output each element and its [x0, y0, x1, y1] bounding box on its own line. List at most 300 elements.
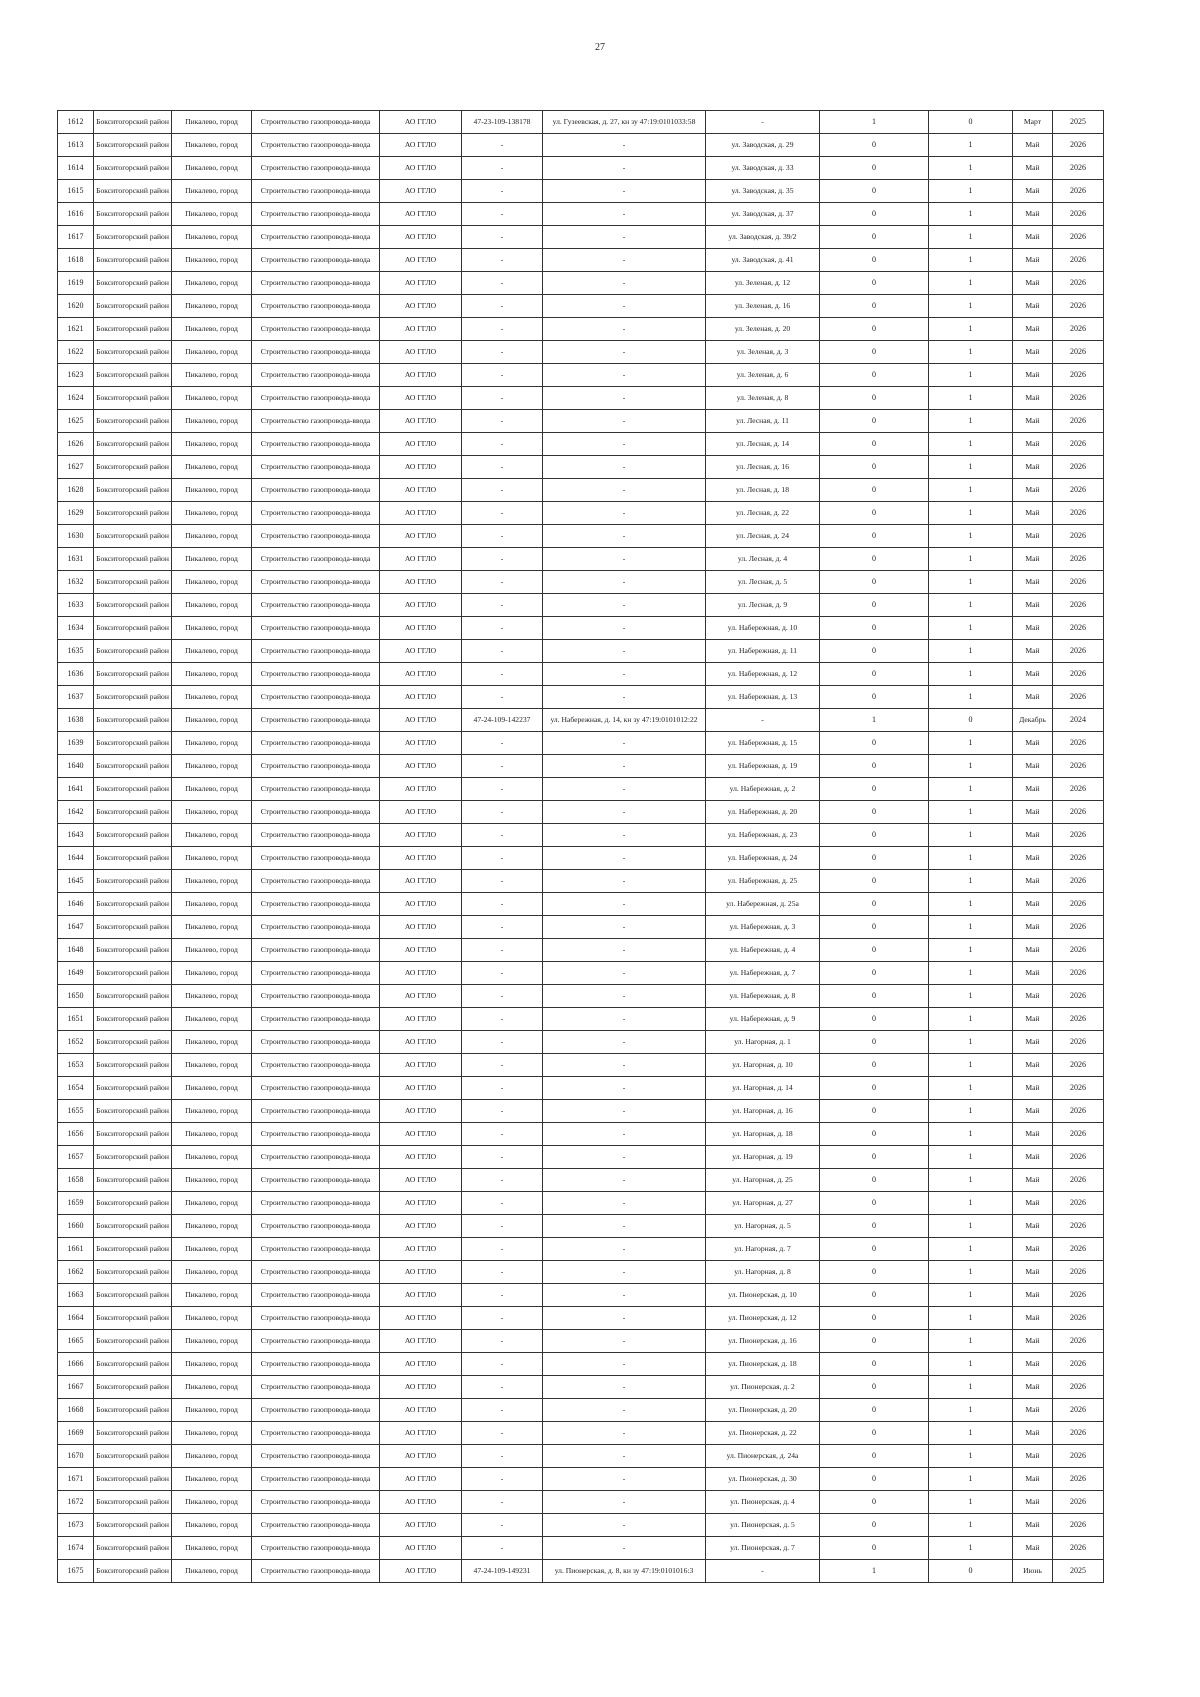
district-cell: Бокситогорский район	[94, 525, 172, 548]
organization-cell: АО ГГЛО	[380, 893, 462, 916]
work-type-cell: Строительство газопровода-ввода	[252, 1560, 380, 1583]
row-number-cell: 1647	[58, 916, 94, 939]
organization-cell: АО ГГЛО	[380, 1445, 462, 1468]
work-type-cell: Строительство газопровода-ввода	[252, 732, 380, 755]
row-number-cell: 1635	[58, 640, 94, 663]
count-a-cell: 0	[820, 203, 929, 226]
land-plot-cell: -	[543, 1284, 706, 1307]
row-number-cell: 1615	[58, 180, 94, 203]
organization-cell: АО ГГЛО	[380, 571, 462, 594]
year-cell: 2026	[1053, 157, 1104, 180]
table-row	[58, 111, 1104, 134]
settlement-cell: Пикалево, город	[172, 249, 252, 272]
work-type-cell: Строительство газопровода-ввода	[252, 962, 380, 985]
month-cell: Май	[1013, 985, 1053, 1008]
count-b-cell: 1	[929, 1054, 1013, 1077]
month-cell: Май	[1013, 594, 1053, 617]
count-a-cell: 0	[820, 272, 929, 295]
land-plot-cell: -	[543, 1422, 706, 1445]
district-cell: Бокситогорский район	[94, 1054, 172, 1077]
organization-cell: АО ГГЛО	[380, 1123, 462, 1146]
count-b-cell: 1	[929, 502, 1013, 525]
organization-cell: АО ГГЛО	[380, 1169, 462, 1192]
settlement-cell: Пикалево, город	[172, 1560, 252, 1583]
address-cell: ул. Лесная, д. 24	[706, 525, 820, 548]
count-a-cell: 0	[820, 1169, 929, 1192]
organization-cell: АО ГГЛО	[380, 1215, 462, 1238]
month-cell: Май	[1013, 1123, 1053, 1146]
table-row	[58, 985, 1104, 1008]
district-cell: Бокситогорский район	[94, 686, 172, 709]
work-type-cell: Строительство газопровода-ввода	[252, 1100, 380, 1123]
month-cell: Май	[1013, 1445, 1053, 1468]
year-cell: 2026	[1053, 686, 1104, 709]
year-cell: 2026	[1053, 755, 1104, 778]
work-type-cell: Строительство газопровода-ввода	[252, 1514, 380, 1537]
work-type-cell: Строительство газопровода-ввода	[252, 893, 380, 916]
table-row	[58, 1100, 1104, 1123]
year-cell: 2026	[1053, 893, 1104, 916]
land-plot-cell: -	[543, 1238, 706, 1261]
row-number-cell: 1643	[58, 824, 94, 847]
address-cell: ул. Лесная, д. 22	[706, 502, 820, 525]
month-cell: Май	[1013, 1146, 1053, 1169]
month-cell: Май	[1013, 1514, 1053, 1537]
permit-number-cell: -	[462, 755, 543, 778]
count-b-cell: 1	[929, 525, 1013, 548]
permit-number-cell: -	[462, 1399, 543, 1422]
settlement-cell: Пикалево, город	[172, 1330, 252, 1353]
row-number-cell: 1667	[58, 1376, 94, 1399]
work-type-cell: Строительство газопровода-ввода	[252, 364, 380, 387]
row-number-cell: 1621	[58, 318, 94, 341]
work-type-cell: Строительство газопровода-ввода	[252, 571, 380, 594]
address-cell: ул. Зеленая, д. 16	[706, 295, 820, 318]
permit-number-cell: -	[462, 410, 543, 433]
work-type-cell: Строительство газопровода-ввода	[252, 778, 380, 801]
work-type-cell: Строительство газопровода-ввода	[252, 916, 380, 939]
district-cell: Бокситогорский район	[94, 1169, 172, 1192]
permit-number-cell: -	[462, 1031, 543, 1054]
district-cell: Бокситогорский район	[94, 755, 172, 778]
organization-cell: АО ГГЛО	[380, 801, 462, 824]
month-cell: Май	[1013, 318, 1053, 341]
organization-cell: АО ГГЛО	[380, 387, 462, 410]
count-a-cell: 0	[820, 1054, 929, 1077]
settlement-cell: Пикалево, город	[172, 1284, 252, 1307]
land-plot-cell: -	[543, 548, 706, 571]
district-cell: Бокситогорский район	[94, 778, 172, 801]
settlement-cell: Пикалево, город	[172, 1514, 252, 1537]
land-plot-cell: -	[543, 295, 706, 318]
district-cell: Бокситогорский район	[94, 594, 172, 617]
table-row	[58, 1330, 1104, 1353]
row-number-cell: 1627	[58, 456, 94, 479]
count-b-cell: 1	[929, 295, 1013, 318]
district-cell: Бокситогорский район	[94, 939, 172, 962]
row-number-cell: 1652	[58, 1031, 94, 1054]
work-type-cell: Строительство газопровода-ввода	[252, 801, 380, 824]
work-type-cell: Строительство газопровода-ввода	[252, 548, 380, 571]
count-a-cell: 0	[820, 387, 929, 410]
count-a-cell: 0	[820, 364, 929, 387]
address-cell: ул. Нагорная, д. 7	[706, 1238, 820, 1261]
count-b-cell: 1	[929, 479, 1013, 502]
count-a-cell: 0	[820, 1422, 929, 1445]
count-b-cell: 1	[929, 1031, 1013, 1054]
month-cell: Май	[1013, 778, 1053, 801]
address-cell: ул. Пионерская, д. 22	[706, 1422, 820, 1445]
table-row	[58, 1468, 1104, 1491]
row-number-cell: 1641	[58, 778, 94, 801]
work-type-cell: Строительство газопровода-ввода	[252, 847, 380, 870]
settlement-cell: Пикалево, город	[172, 594, 252, 617]
count-b-cell: 1	[929, 1123, 1013, 1146]
count-a-cell: 0	[820, 916, 929, 939]
address-cell: ул. Пионерская, д. 16	[706, 1330, 820, 1353]
row-number-cell: 1626	[58, 433, 94, 456]
land-plot-cell: -	[543, 479, 706, 502]
row-number-cell: 1649	[58, 962, 94, 985]
count-b-cell: 1	[929, 1422, 1013, 1445]
district-cell: Бокситогорский район	[94, 502, 172, 525]
month-cell: Май	[1013, 203, 1053, 226]
land-plot-cell: -	[543, 663, 706, 686]
table-row	[58, 341, 1104, 364]
settlement-cell: Пикалево, город	[172, 709, 252, 732]
count-b-cell: 1	[929, 1261, 1013, 1284]
table-row	[58, 318, 1104, 341]
work-type-cell: Строительство газопровода-ввода	[252, 1537, 380, 1560]
row-number-cell: 1612	[58, 111, 94, 134]
month-cell: Май	[1013, 640, 1053, 663]
table-row	[58, 571, 1104, 594]
address-cell: ул. Заводская, д. 33	[706, 157, 820, 180]
count-b-cell: 1	[929, 1146, 1013, 1169]
month-cell: Май	[1013, 157, 1053, 180]
organization-cell: АО ГГЛО	[380, 203, 462, 226]
organization-cell: АО ГГЛО	[380, 226, 462, 249]
page-number: 27	[595, 42, 605, 53]
table-row	[58, 1192, 1104, 1215]
count-a-cell: 0	[820, 180, 929, 203]
count-a-cell: 0	[820, 778, 929, 801]
work-type-cell: Строительство газопровода-ввода	[252, 502, 380, 525]
land-plot-cell: -	[543, 410, 706, 433]
table-row	[58, 732, 1104, 755]
table-row	[58, 686, 1104, 709]
settlement-cell: Пикалево, город	[172, 893, 252, 916]
work-type-cell: Строительство газопровода-ввода	[252, 939, 380, 962]
land-plot-cell: -	[543, 1445, 706, 1468]
table-row	[58, 525, 1104, 548]
organization-cell: АО ГГЛО	[380, 1422, 462, 1445]
district-cell: Бокситогорский район	[94, 364, 172, 387]
permit-number-cell: -	[462, 1215, 543, 1238]
permit-number-cell: -	[462, 1077, 543, 1100]
year-cell: 2026	[1053, 410, 1104, 433]
row-number-cell: 1658	[58, 1169, 94, 1192]
district-cell: Бокситогорский район	[94, 157, 172, 180]
settlement-cell: Пикалево, город	[172, 1077, 252, 1100]
settlement-cell: Пикалево, город	[172, 778, 252, 801]
address-cell: ул. Нагорная, д. 8	[706, 1261, 820, 1284]
row-number-cell: 1650	[58, 985, 94, 1008]
settlement-cell: Пикалево, город	[172, 801, 252, 824]
permit-number-cell: -	[462, 1008, 543, 1031]
address-cell: ул. Набережная, д. 8	[706, 985, 820, 1008]
work-type-cell: Строительство газопровода-ввода	[252, 1353, 380, 1376]
count-b-cell: 1	[929, 226, 1013, 249]
organization-cell: АО ГГЛО	[380, 1399, 462, 1422]
permit-number-cell: -	[462, 364, 543, 387]
work-type-cell: Строительство газопровода-ввода	[252, 249, 380, 272]
table-row	[58, 594, 1104, 617]
permit-number-cell: -	[462, 962, 543, 985]
year-cell: 2026	[1053, 1123, 1104, 1146]
year-cell: 2026	[1053, 433, 1104, 456]
land-plot-cell: -	[543, 755, 706, 778]
count-b-cell: 1	[929, 686, 1013, 709]
count-b-cell: 1	[929, 1491, 1013, 1514]
row-number-cell: 1613	[58, 134, 94, 157]
table-row	[58, 778, 1104, 801]
count-b-cell: 1	[929, 1169, 1013, 1192]
row-number-cell: 1618	[58, 249, 94, 272]
count-a-cell: 0	[820, 249, 929, 272]
permit-number-cell: -	[462, 1376, 543, 1399]
permit-number-cell: -	[462, 295, 543, 318]
organization-cell: АО ГГЛО	[380, 1238, 462, 1261]
district-cell: Бокситогорский район	[94, 1307, 172, 1330]
count-b-cell: 1	[929, 985, 1013, 1008]
organization-cell: АО ГГЛО	[380, 1307, 462, 1330]
year-cell: 2026	[1053, 456, 1104, 479]
organization-cell: АО ГГЛО	[380, 1284, 462, 1307]
month-cell: Май	[1013, 801, 1053, 824]
table-row	[58, 1537, 1104, 1560]
year-cell: 2026	[1053, 203, 1104, 226]
permit-number-cell: -	[462, 1514, 543, 1537]
row-number-cell: 1639	[58, 732, 94, 755]
work-type-cell: Строительство газопровода-ввода	[252, 157, 380, 180]
count-a-cell: 0	[820, 502, 929, 525]
address-cell: ул. Пионерская, д. 7	[706, 1537, 820, 1560]
land-plot-cell: -	[543, 456, 706, 479]
organization-cell: АО ГГЛО	[380, 640, 462, 663]
settlement-cell: Пикалево, город	[172, 1468, 252, 1491]
table-row	[58, 1146, 1104, 1169]
month-cell: Май	[1013, 1399, 1053, 1422]
organization-cell: АО ГГЛО	[380, 456, 462, 479]
count-a-cell: 0	[820, 1238, 929, 1261]
land-plot-cell: -	[543, 157, 706, 180]
land-plot-cell: -	[543, 1146, 706, 1169]
district-cell: Бокситогорский район	[94, 1399, 172, 1422]
address-cell: ул. Пионерская, д. 2	[706, 1376, 820, 1399]
permit-number-cell: -	[462, 939, 543, 962]
row-number-cell: 1651	[58, 1008, 94, 1031]
month-cell: Май	[1013, 479, 1053, 502]
address-cell: ул. Нагорная, д. 16	[706, 1100, 820, 1123]
count-b-cell: 1	[929, 1215, 1013, 1238]
count-a-cell: 0	[820, 1261, 929, 1284]
district-cell: Бокситогорский район	[94, 916, 172, 939]
count-a-cell: 0	[820, 571, 929, 594]
permit-number-cell: -	[462, 134, 543, 157]
land-plot-cell: ул. Набережная, д. 14, кн зу 47:19:0101012:22	[543, 709, 706, 732]
work-type-cell: Строительство газопровода-ввода	[252, 134, 380, 157]
row-number-cell: 1637	[58, 686, 94, 709]
year-cell: 2026	[1053, 502, 1104, 525]
address-cell: ул. Набережная, д. 23	[706, 824, 820, 847]
organization-cell: АО ГГЛО	[380, 249, 462, 272]
organization-cell: АО ГГЛО	[380, 916, 462, 939]
month-cell: Май	[1013, 249, 1053, 272]
row-number-cell: 1665	[58, 1330, 94, 1353]
organization-cell: АО ГГЛО	[380, 962, 462, 985]
month-cell: Май	[1013, 755, 1053, 778]
row-number-cell: 1671	[58, 1468, 94, 1491]
count-b-cell: 0	[929, 111, 1013, 134]
table-row	[58, 180, 1104, 203]
month-cell: Май	[1013, 1353, 1053, 1376]
settlement-cell: Пикалево, город	[172, 1008, 252, 1031]
count-b-cell: 1	[929, 1307, 1013, 1330]
permit-number-cell: -	[462, 686, 543, 709]
table-row	[58, 1399, 1104, 1422]
organization-cell: АО ГГЛО	[380, 824, 462, 847]
count-b-cell: 1	[929, 341, 1013, 364]
settlement-cell: Пикалево, город	[172, 1146, 252, 1169]
district-cell: Бокситогорский район	[94, 203, 172, 226]
permit-number-cell: -	[462, 847, 543, 870]
table-row	[58, 893, 1104, 916]
land-plot-cell: -	[543, 318, 706, 341]
organization-cell: АО ГГЛО	[380, 939, 462, 962]
row-number-cell: 1623	[58, 364, 94, 387]
table-row	[58, 617, 1104, 640]
table-row	[58, 249, 1104, 272]
settlement-cell: Пикалево, город	[172, 824, 252, 847]
table-row	[58, 1169, 1104, 1192]
count-b-cell: 1	[929, 916, 1013, 939]
table-row	[58, 364, 1104, 387]
district-cell: Бокситогорский район	[94, 318, 172, 341]
count-b-cell: 1	[929, 1008, 1013, 1031]
address-cell: ул. Пионерская, д. 4	[706, 1491, 820, 1514]
settlement-cell: Пикалево, город	[172, 1100, 252, 1123]
settlement-cell: Пикалево, город	[172, 962, 252, 985]
month-cell: Май	[1013, 893, 1053, 916]
count-a-cell: 0	[820, 1307, 929, 1330]
address-cell: ул. Набережная, д. 2	[706, 778, 820, 801]
permit-number-cell: -	[462, 1468, 543, 1491]
year-cell: 2026	[1053, 479, 1104, 502]
organization-cell: АО ГГЛО	[380, 180, 462, 203]
row-number-cell: 1630	[58, 525, 94, 548]
count-b-cell: 1	[929, 180, 1013, 203]
work-type-cell: Строительство газопровода-ввода	[252, 1261, 380, 1284]
month-cell: Май	[1013, 617, 1053, 640]
table-row	[58, 479, 1104, 502]
land-plot-cell: -	[543, 847, 706, 870]
work-type-cell: Строительство газопровода-ввода	[252, 640, 380, 663]
district-cell: Бокситогорский район	[94, 985, 172, 1008]
count-b-cell: 1	[929, 617, 1013, 640]
month-cell: Май	[1013, 502, 1053, 525]
land-plot-cell: -	[543, 870, 706, 893]
district-cell: Бокситогорский район	[94, 962, 172, 985]
count-a-cell: 0	[820, 157, 929, 180]
land-plot-cell: -	[543, 1399, 706, 1422]
count-b-cell: 0	[929, 1560, 1013, 1583]
land-plot-cell: -	[543, 939, 706, 962]
row-number-cell: 1629	[58, 502, 94, 525]
count-a-cell: 1	[820, 709, 929, 732]
row-number-cell: 1631	[58, 548, 94, 571]
count-a-cell: 0	[820, 479, 929, 502]
address-cell: ул. Лесная, д. 5	[706, 571, 820, 594]
count-a-cell: 0	[820, 824, 929, 847]
table-row	[58, 226, 1104, 249]
year-cell: 2026	[1053, 594, 1104, 617]
row-number-cell: 1646	[58, 893, 94, 916]
row-number-cell: 1662	[58, 1261, 94, 1284]
district-cell: Бокситогорский район	[94, 1215, 172, 1238]
permit-number-cell: -	[462, 778, 543, 801]
land-plot-cell: -	[543, 1330, 706, 1353]
year-cell: 2026	[1053, 1491, 1104, 1514]
land-plot-cell: -	[543, 203, 706, 226]
count-b-cell: 1	[929, 640, 1013, 663]
organization-cell: АО ГГЛО	[380, 341, 462, 364]
address-cell: ул. Набережная, д. 13	[706, 686, 820, 709]
address-cell: ул. Набережная, д. 3	[706, 916, 820, 939]
permit-number-cell: -	[462, 1537, 543, 1560]
work-type-cell: Строительство газопровода-ввода	[252, 985, 380, 1008]
permit-number-cell: 47-24-109-142237	[462, 709, 543, 732]
year-cell: 2026	[1053, 571, 1104, 594]
work-type-cell: Строительство газопровода-ввода	[252, 525, 380, 548]
work-type-cell: Строительство газопровода-ввода	[252, 180, 380, 203]
count-a-cell: 0	[820, 1491, 929, 1514]
count-b-cell: 1	[929, 203, 1013, 226]
month-cell: Май	[1013, 433, 1053, 456]
count-b-cell: 1	[929, 456, 1013, 479]
work-type-cell: Строительство газопровода-ввода	[252, 617, 380, 640]
table-row	[58, 847, 1104, 870]
year-cell: 2026	[1053, 778, 1104, 801]
count-a-cell: 0	[820, 1468, 929, 1491]
count-a-cell: 0	[820, 1215, 929, 1238]
address-cell: ул. Нагорная, д. 25	[706, 1169, 820, 1192]
month-cell: Май	[1013, 387, 1053, 410]
settlement-cell: Пикалево, город	[172, 571, 252, 594]
row-number-cell: 1638	[58, 709, 94, 732]
month-cell: Май	[1013, 272, 1053, 295]
address-cell: ул. Нагорная, д. 14	[706, 1077, 820, 1100]
year-cell: 2026	[1053, 1008, 1104, 1031]
work-type-cell: Строительство газопровода-ввода	[252, 1307, 380, 1330]
permit-number-cell: -	[462, 525, 543, 548]
land-plot-cell: -	[543, 594, 706, 617]
month-cell: Май	[1013, 1468, 1053, 1491]
organization-cell: АО ГГЛО	[380, 1468, 462, 1491]
work-type-cell: Строительство газопровода-ввода	[252, 1491, 380, 1514]
settlement-cell: Пикалево, город	[172, 157, 252, 180]
row-number-cell: 1648	[58, 939, 94, 962]
